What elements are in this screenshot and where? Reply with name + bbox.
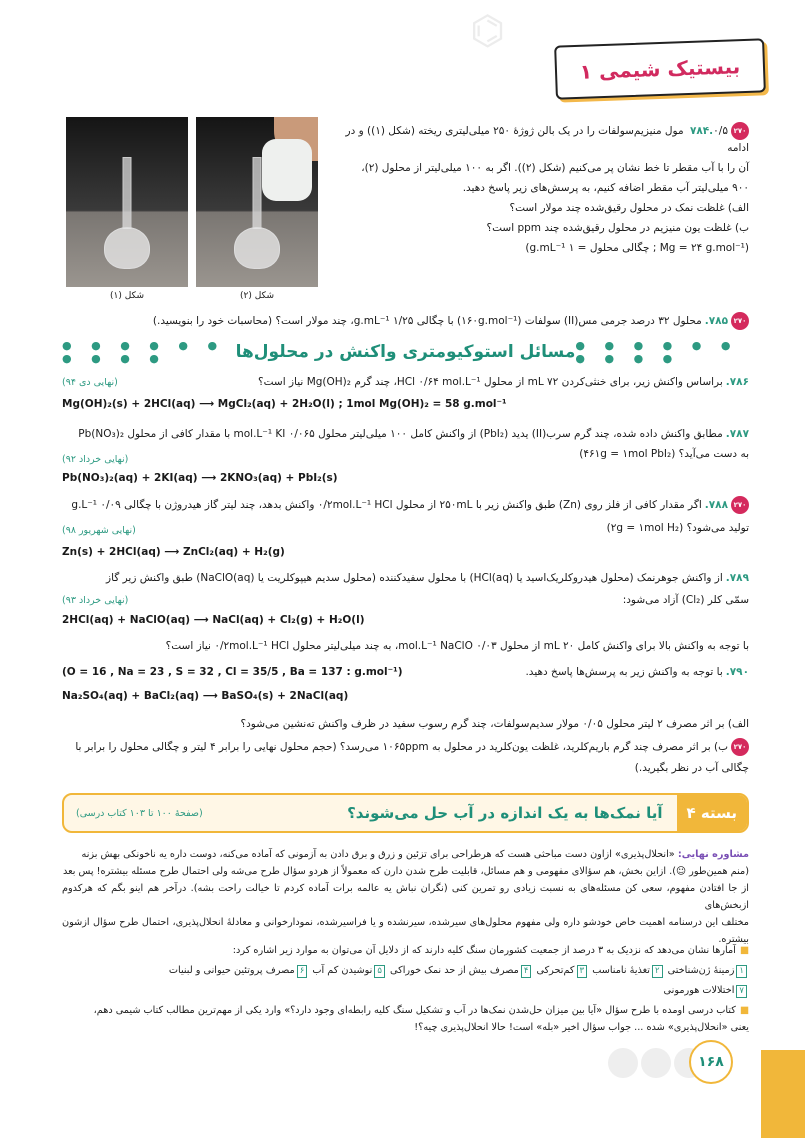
bullet-icon: ■ [739, 945, 749, 956]
equation-786: Mg(OH)₂(s) + 2HCl(aq) ⟶ MgCl₂(aq) + 2H₂O(l) ; 1mol Mg(OH)₂ = 58 g.mol⁻¹ [62, 398, 507, 410]
source-tag: (نهایی خرداد ۹۳) [62, 595, 129, 606]
difficulty-badge: ۲۷۰ [731, 738, 749, 756]
question-790-b: ۲۷۰ب) بر اثر مصرف چند گرم باریم‌کلرید، غلظت یون‌کلرید در محلول به ۱۰۶۵ppm می‌رسد؟ (حجم محلول نهایی را برابر ۴ لیتر و چگالی محلول را برابر با چگالی آب در نظر بگیرید.) [59, 738, 749, 776]
question-789: ۷۸۹.از واکنش جوهرنمک (محلول هیدروکلریک‌اسید یا HCl(aq)) با محلول سفیدکننده (محلول سدیم هیپوکلریت یا NaClO(aq)) طبق واکنش زیر گاز سمّی کلر (Cl₂) آزاد می‌شود: [106, 572, 749, 606]
question-790: ۷۹۰.با توجه به واکنش زیر به پرسش‌ها پاسخ دهید. [525, 666, 749, 678]
equation-787: Pb(NO₃)₂(aq) + 2KI(aq) ⟶ 2KNO₃(aq) + PbI₂(s) [62, 472, 338, 484]
dot-divider-right: ● ● ● ● ● ● ● ● ● ● [575, 339, 739, 365]
source-tag: (نهایی دی ۹۴) [62, 377, 118, 388]
question-790-a: الف) بر اثر مصرف ۲ لیتر محلول ۰/۰۵ مولار سدیم‌سولفات، چند گرم رسوب سفید در ظرف واکنش ته‌نشین می‌شود؟ [240, 718, 749, 730]
equation-790: Na₂SO₄(aq) + BaCl₂(aq) ⟶ BaSO₄(s) + 2NaCl(aq) [62, 690, 349, 702]
equation-789: 2HCl(aq) + NaClO(aq) ⟶ NaCl(aq) + Cl₂(g) + H₂O(l) [62, 614, 365, 626]
kidney-stone-paragraph: ■آمارها نشان می‌دهد که نزدیک به ۳ درصد از جمعیت کشورمان سنگ کلیه دارند که از دلایل آن می‌توان به موارد زیر اشاره کرد: ۱زمینهٔ ژن‌شناختی ۲تغذیهٔ نامناسب ۳کم‌تحرکی ۴مصرف بیش از حد نمک خوراکی ۵نوشیدن کم آب ۶مصرف پروتئین حیوانی و لبنیات ۷اختلالات هورمونی ■کتاب درسی اومده با طرح سؤال «آیا بین میزان حل‌شدن نمک‌ها در آب و تشکیل سنگ کلیه رابطه‌ای وجود دارد؟» وارد یکی از مهم‌ترین مطالب کتاب شیمی دهم، یعنی «انحلال‌پذیری» شده ... جواب سؤال اخیر «بله» است! حالا انحلال‌پذیری چیه؟! [93, 945, 749, 1033]
side-tab [761, 1050, 805, 1138]
advice-box: مشاوره نهایی: «انحلال‌پذیری» ازاون دست مباحثی هست که هرطراحی برای تزئین و زرق و برق دادن به آزمونی که آماده می‌کنه، دوست داره یه ناخونکی بهش بزنه (منم همین‌طور ☺). ازاین بخش، هم سؤالای مفهومی و هم مسائل، قابلیت طرح شدن دارن که معمولاً از هردو سؤال طرح می‌شه ولی احتمال طرح مسئله بیشتره! پس بعد از جا افتادن مفهوم، سعی کن مسئله‌های به نسبت زیادی رو تمرین کنی (نگران نباش یه عالمه برات آماده کردم تا خیالت راحت بشه). درآخر هم اینو بگم که هرکدوم ازبخش‌های مختلف این درسنامه اهمیت خاص خودشو داره ولی مفهوم محلول‌های سیرشده، سیرنشده و یا فراسیرشده، نمودارخوانی و معادلهٔ انحلال‌پذیری، احتمال طرح سؤال ازشون بیشتره. [62, 849, 749, 945]
page-number: ۱۶۸ [689, 1040, 733, 1084]
advice-heading: مشاوره نهایی: [677, 849, 749, 860]
question-789-part: با توجه به واکنش بالا برای واکنش کامل ۲۰ mL از محلول ۰/۰۳ mol.L⁻¹ NaClO، به چند میلی‌لیتر محلول ۰/۲mol.L⁻¹ HCl نیاز است؟ [165, 640, 749, 652]
source-tag: (نهایی شهریور ۹۸) [62, 525, 136, 536]
source-tag: (نهایی خرداد ۹۲) [62, 454, 129, 465]
question-788: ۲۷۰۷۸۸.اگر مقدار کافی از فلز روی (Zn) طبق واکنش زیر با ۲۵۰mL از محلول ۰/۲mol.L⁻¹ HCl واکنش بدهد، چند لیتر گاز هیدروژن با چگالی ۰/۰۹ g.L⁻¹ تولید می‌شود؟ (۲g = ۱mol H₂) [59, 496, 749, 536]
question-787: ۷۸۷.مطابق واکنش داده شده، چند گرم سرب(II) یدید (PbI₂) از واکنش کامل ۱۰۰ میلی‌لیتر محلول ۰/۰۶۵ mol.L⁻¹ KI با مقدار کافی از محلول Pb(NO₃)₂ به دست می‌آید؟ (۴۶۱g = ۱mol PbI₂) [78, 428, 749, 460]
question-786: ۷۸۶.براساس واکنش زیر، برای خنثی‌کردن ۷۲ mL از محلول HCl ۰/۶۴ mol.L⁻¹، چند گرم Mg(OH)₂ نیاز است؟ [258, 376, 749, 388]
question-785: ۲۷۰۷۸۵.محلول ۳۲ درصد جرمی مس(II) سولفات (۱۶۰g.mol⁻¹) با چگالی ۱/۲۵ g.mL⁻¹، چند مولار است؟ (محاسبات خود را بنویسید.) [59, 312, 749, 330]
package-title: آیا نمک‌ها به یک اندازه در آب حل می‌شوند؟ [347, 804, 663, 822]
figure-1-photo [66, 117, 188, 287]
atomic-masses: (O = 16 , Na = 23 , S = 32 , Cl = 35/5 , Ba = 137 : g.mol⁻¹) [62, 666, 403, 678]
bullet-icon: ■ [739, 1005, 749, 1016]
section-title: مسائل استوکیومتری واکنش در محلول‌ها [235, 342, 576, 362]
figure-2-photo [196, 117, 318, 287]
question-784: ۲۷۰۷۸۴.۰/۵ مول منیزیم‌سولفات را در یک بالن ژوژهٔ ۲۵۰ میلی‌لیتری ریخته (شکل (۱)) و در ادامه آن را با آب مقطر تا خط نشان پر می‌کنیم (شکل (۲)). اگر به ۱۰۰ میلی‌لیتر از محلول (۲)، ۹۰۰ میلی‌لیتر آب مقطر اضافه کنیم، به پرسش‌های زیر پاسخ دهید. الف) غلظت نمک در محلول رقیق‌شده چند مولار است؟ ب) غلظت یون منیزیم در محلول رقیق‌شده چند ppm است؟ (Mg = ۲۴ g.mol⁻¹ ; چگالی محلول = ۱ g.mL⁻¹) [329, 122, 749, 256]
difficulty-badge: ۲۷۰ [731, 312, 749, 330]
package-pages: (صفحهٔ ۱۰۰ تا ۱۰۳ کتاب درسی) [76, 807, 203, 819]
figure-1-caption: شکل (۱) [109, 291, 145, 301]
book-logo [554, 38, 766, 99]
dot-divider-left: ● ● ● ● ● ● ● ● ● ● [62, 339, 226, 365]
molecule-decoration: ⌬ [470, 8, 505, 54]
difficulty-badge: ۲۷۰ [731, 122, 749, 140]
difficulty-badge: ۲۷۰ [731, 496, 749, 514]
figure-2-caption: شکل (۲) [239, 291, 275, 301]
section-header [62, 338, 749, 366]
logo-text: بیستیک شیمی ۱ [579, 54, 741, 84]
equation-788: Zn(s) + 2HCl(aq) ⟶ ZnCl₂(aq) + H₂(g) [62, 546, 285, 558]
package-header [62, 793, 749, 833]
package-label: بسته ۴ [677, 795, 748, 831]
